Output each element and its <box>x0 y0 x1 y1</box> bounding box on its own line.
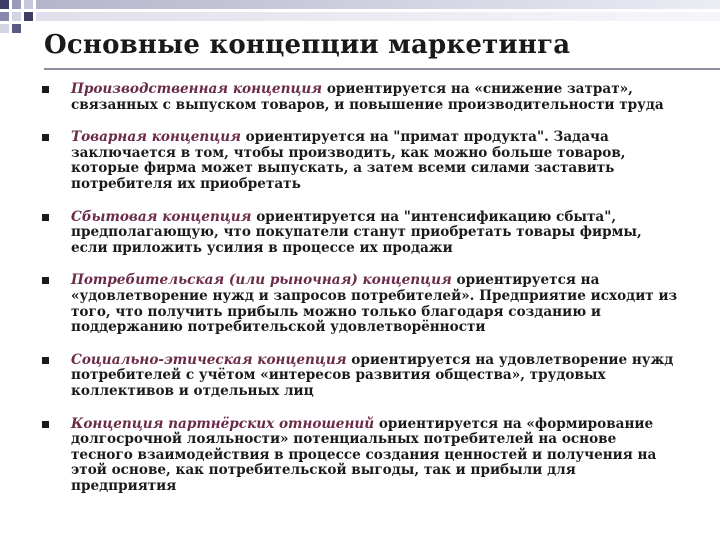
concept-description: ориентируется на «снижение затрат», связанных с выпуском товаров, и повышение производительности труда <box>71 81 664 113</box>
concept-description: ориентируется на «формирование долгосрочной лояльности» потенциальных потребителей на основе тесного взаимодействия в процессе создания ценностей и получения на этой основе, как потребительской выгоды, так и прибыли для предприятия <box>71 415 657 494</box>
concept-list <box>0 82 720 511</box>
list-item <box>0 82 720 113</box>
list-item <box>0 273 720 335</box>
concept-term: Концепция партнёрских отношений <box>71 415 375 432</box>
concept-description: ориентируется на удовлетворение нужд потребителей с учётом «интересов развития общества», трудовых коллективов и отдельных лиц <box>71 351 674 399</box>
concept-description: ориентируется на "примат продукта". Задача заключается в том, чтобы производить, как можно больше товаров, которые фирма может выпускать, а затем всеми силами заставить потребителя их приобретать <box>71 129 626 192</box>
decorative-squares-header <box>0 0 720 34</box>
list-item <box>0 210 720 257</box>
square-bullet-icon <box>42 86 49 93</box>
list-item <box>0 417 720 495</box>
concept-description: ориентируется на «удовлетворение нужд и запросов потребителей». Предприятие исходит из того, что получить прибыль можно только благодаря созданию и поддержанию потребительской удовлетворённости <box>71 272 678 336</box>
concept-term: Социально-этическая концепция <box>71 351 347 368</box>
title-divider <box>44 68 720 70</box>
slide-title: Основные концепции маркетинга <box>44 30 571 60</box>
list-item <box>0 130 720 192</box>
square-bullet-icon <box>42 134 49 141</box>
concept-term: Потребительская (или рыночная) концепция <box>71 272 452 289</box>
concept-term: Товарная концепция <box>71 129 241 146</box>
concept-description: ориентируется на "интенсификацию сбыта", предполагающую, что покупатели станут приобретать товары фирмы, если приложить усилия в процессе их продажи <box>71 208 642 256</box>
square-bullet-icon <box>42 421 49 428</box>
square-bullet-icon <box>42 277 49 284</box>
list-item <box>0 353 720 400</box>
square-bullet-icon <box>42 357 49 364</box>
concept-term: Производственная концепция <box>71 81 323 97</box>
square-bullet-icon <box>42 214 49 221</box>
concept-term: Сбытовая концепция <box>71 208 252 225</box>
